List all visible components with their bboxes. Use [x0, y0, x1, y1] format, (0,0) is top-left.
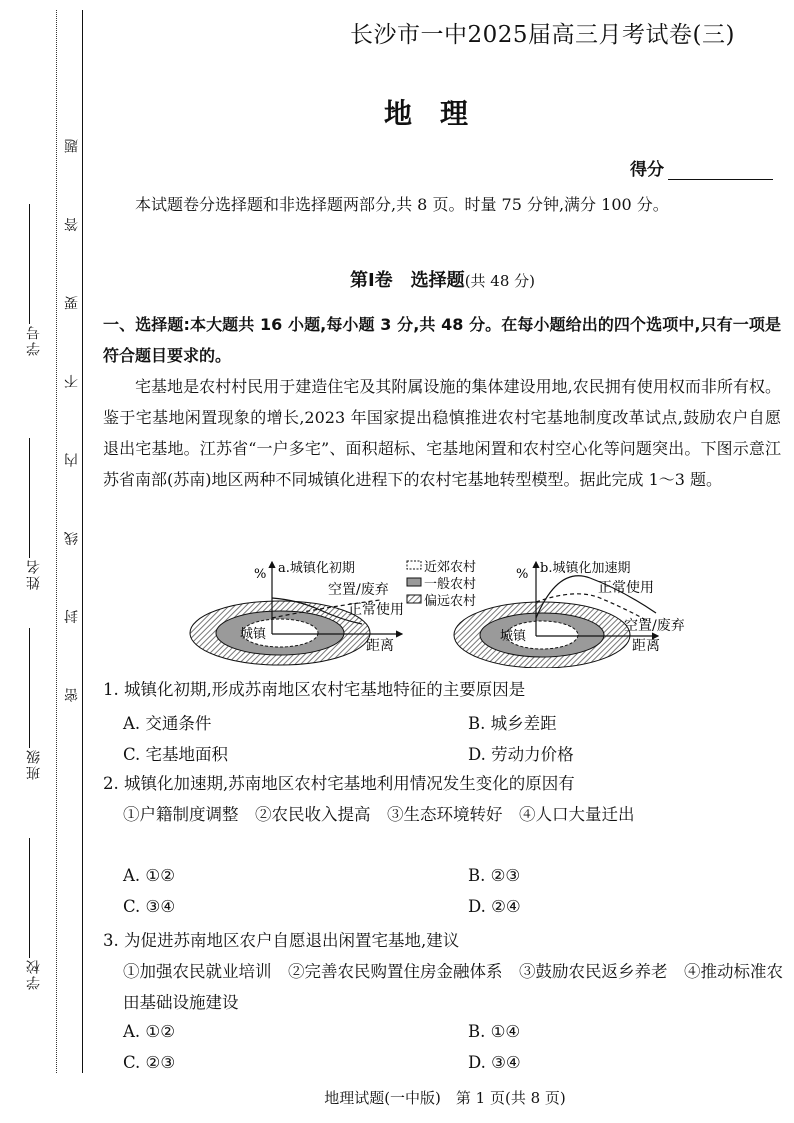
section-title [0, 266, 794, 292]
subject-title: 地理 [383, 97, 496, 130]
section-title-main: 第Ⅰ卷 选择题 [349, 270, 465, 291]
school-label: 学校 [26, 958, 42, 990]
school-blank[interactable] [30, 838, 31, 958]
panel-a-idle-label: 空置/废弃 [328, 582, 389, 598]
panel-b-normal-label: 正常使用 [598, 580, 654, 596]
legend-swatch-remote [407, 595, 421, 603]
panel-a-normal-label: 正常使用 [348, 602, 404, 618]
question-2-stem: 2. 城镇化加速期,苏南地区农村宅基地利用情况发生变化的原因有 [103, 774, 575, 793]
panel-b [454, 560, 685, 668]
question-2-items: ①户籍制度调整 ②农民收入提高 ③生态环境转好 ④人口大量迁出 [123, 805, 635, 824]
student-id-blank[interactable] [30, 204, 31, 324]
score-field [630, 155, 773, 180]
panel-a-x-label: 距离 [366, 638, 394, 654]
section-title-note: (共 48 分) [464, 272, 536, 290]
class-blank[interactable] [30, 628, 31, 748]
panel-b-center-label: 城镇 [500, 629, 527, 644]
panel-b-y-label: % [516, 567, 529, 582]
question-1-option-d[interactable]: D. 劳动力价格 [468, 745, 574, 764]
score-blank[interactable] [668, 163, 773, 180]
page-footer: 地理试题(一中版) 第 1 页(共 8 页) [324, 1089, 566, 1107]
question-2-option-c[interactable]: C. ③④ [123, 897, 176, 916]
question-1-stem: 1. 城镇化初期,形成苏南地区农村宅基地特征的主要原因是 [103, 680, 526, 699]
question-2-option-b[interactable]: B. ②③ [468, 866, 521, 885]
name-label: 姓名 [26, 558, 42, 590]
student-id-label: 学号 [26, 324, 42, 356]
binding-solid-line [82, 10, 83, 1073]
question-2-option-d[interactable]: D. ②④ [468, 897, 521, 916]
question-1-option-c[interactable]: C. 宅基地面积 [123, 745, 229, 764]
legend-label-general: 一般农村 [424, 577, 477, 592]
homestead-transition-figure [180, 558, 720, 668]
legend-label-suburban: 近郊农村 [424, 560, 477, 575]
question-3-items: ①加强农民就业培训 ②完善农民购置住房金融体系 ③鼓励农民返乡养老 ④推动标准农田基础设施建设 [123, 962, 783, 1012]
class-label: 班级 [26, 748, 42, 780]
part-one-instruction: 一、选择题:本大题共 16 小题,每小题 3 分,共 48 分。在每小题给出的四个选项中,只有一项是符合题目要求的。 [103, 315, 781, 365]
score-label: 得分 [630, 160, 664, 180]
field-school [24, 790, 44, 990]
material-text: 宅基地是农村村民用于建造住宅及其附属设施的集体建设用地,农民拥有使用权而非所有权。鉴于宅基地闲置现象的增长,2023 年国家提出稳慎推进农村宅基地制度改革试点,鼓励农户自愿退出宅基地。江苏省“一户多宅”、面积超标、宅基地闲置和农村空心化等问题突出。下图示意江苏省南部(苏南)地区两种不同城镇化进程下的农村宅基地转型模型。据此完成 1～3 题。 [103, 377, 781, 489]
field-name [24, 420, 44, 590]
question-3-stem: 3. 为促进苏南地区农户自愿退出闲置宅基地,建议 [103, 931, 460, 950]
name-blank[interactable] [30, 438, 31, 558]
question-3-option-a[interactable]: A. ①② [123, 1022, 175, 1041]
question-3-option-b[interactable]: B. ①④ [468, 1022, 521, 1041]
panel-b-idle-label: 空置/废弃 [624, 618, 685, 634]
question-1-option-b[interactable]: B. 城乡差距 [468, 714, 557, 733]
panel-b-title: b.城镇化加速期 [540, 561, 631, 576]
panel-a-center-label: 城镇 [240, 627, 267, 642]
legend [407, 559, 476, 609]
legend-swatch-suburban [407, 561, 421, 569]
binding-dotted-line [56, 10, 57, 1073]
question-3-option-c[interactable]: C. ②③ [123, 1053, 176, 1072]
seal-line-text: 密 封 线 内 不 要 答 题 [64, 108, 80, 702]
question-2-option-a[interactable]: A. ①② [123, 866, 175, 885]
legend-swatch-general [407, 578, 421, 586]
exam-title: 长沙市一中2025届高三月考试卷(三) [350, 22, 735, 48]
panel-a-title: a.城镇化初期 [278, 561, 355, 576]
question-1-option-a[interactable]: A. 交通条件 [123, 714, 212, 733]
intro-text: 本试题卷分选择题和非选择题两部分,共 8 页。时量 75 分钟,满分 100 分。 [135, 195, 669, 214]
panel-b-x-label: 距离 [632, 638, 660, 654]
question-3-option-d[interactable]: D. ③④ [468, 1053, 521, 1072]
field-class [24, 600, 44, 780]
legend-label-remote: 偏远农村 [424, 594, 477, 609]
panel-a-y-label: % [254, 567, 267, 582]
panel-a [190, 560, 404, 665]
